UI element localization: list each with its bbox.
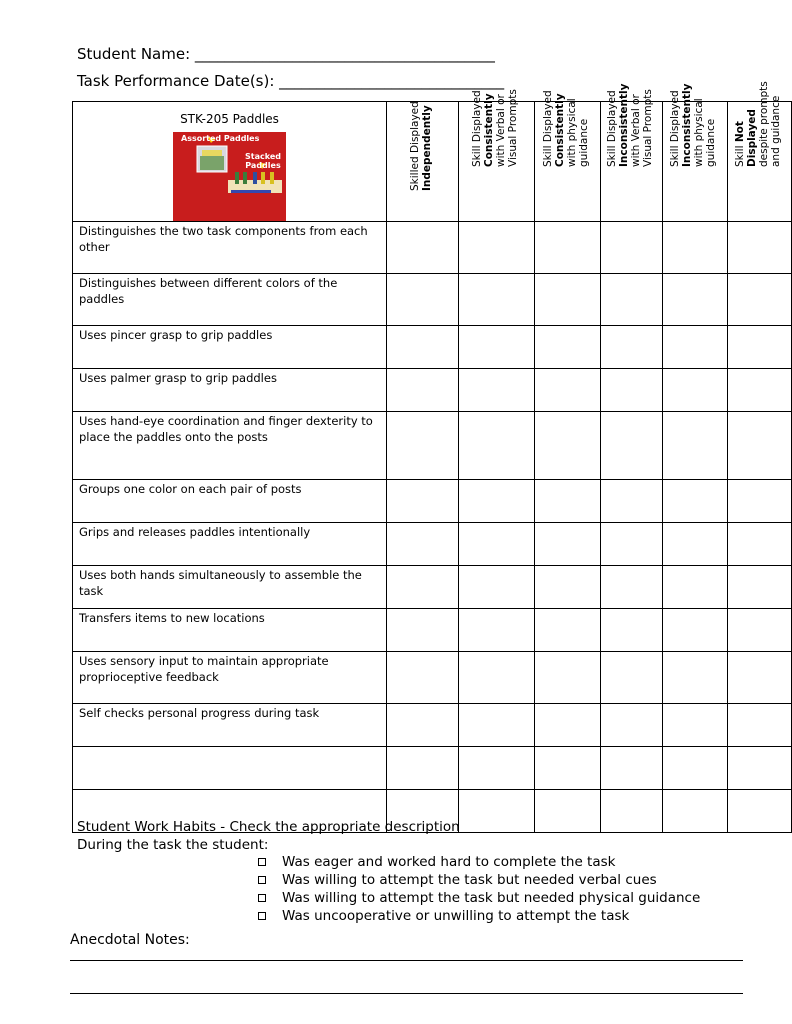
table-row: [73, 222, 792, 274]
col-header-emphasis: Inconsistently: [617, 83, 630, 167]
rating-cell[interactable]: [459, 566, 535, 609]
table-header-row: [73, 102, 792, 222]
rating-cell[interactable]: [387, 609, 459, 652]
rating-cell[interactable]: [535, 222, 601, 274]
habit-option[interactable]: [258, 889, 700, 907]
rating-cell[interactable]: [535, 790, 601, 833]
work-habits-instruction: - Check the appropriate description: [220, 819, 460, 835]
rating-cell[interactable]: [601, 274, 663, 326]
col-header-emphasis: Independently: [420, 105, 433, 191]
anecdotal-notes-label: Anecdotal Notes:: [70, 932, 190, 948]
skill-description: Distinguishes between different colors of the paddles: [73, 274, 387, 326]
rating-cell[interactable]: [387, 326, 459, 369]
rating-cell[interactable]: [663, 222, 728, 274]
col-header-line: Skilled Displayed: [408, 101, 421, 191]
rating-cell[interactable]: [663, 523, 728, 566]
col-header-line: Skill Displayed: [669, 90, 681, 167]
rating-cell[interactable]: [387, 369, 459, 412]
table-row: [73, 566, 792, 609]
rating-cell[interactable]: [728, 412, 792, 480]
rating-cell[interactable]: [663, 566, 728, 609]
rating-cell[interactable]: [728, 480, 792, 523]
rating-cell[interactable]: [387, 412, 459, 480]
rating-cell[interactable]: [459, 704, 535, 747]
rating-cell[interactable]: [728, 790, 792, 833]
rating-cell[interactable]: [663, 412, 728, 480]
rating-cell[interactable]: [728, 609, 792, 652]
rating-cell[interactable]: [663, 480, 728, 523]
rating-cell[interactable]: [387, 523, 459, 566]
rating-cell[interactable]: [728, 369, 792, 412]
rating-cell[interactable]: [535, 704, 601, 747]
col-header-line: with physical: [693, 98, 705, 167]
table-row: [73, 326, 792, 369]
col-header-emphasis: Consistently: [482, 93, 495, 167]
table-row: [73, 704, 792, 747]
rating-cell[interactable]: [663, 609, 728, 652]
rating-cell[interactable]: [601, 609, 663, 652]
col-header-inconsistently-verbal: [601, 83, 663, 222]
col-header-consistently-physical: [535, 90, 601, 222]
rating-cell[interactable]: [459, 609, 535, 652]
col-header-consistently-verbal: [459, 89, 535, 222]
col-header-line: with Verbal or: [629, 94, 642, 167]
rating-cell[interactable]: [663, 326, 728, 369]
rating-cell[interactable]: [459, 747, 535, 790]
notes-line[interactable]: [70, 993, 743, 994]
rating-cell[interactable]: [459, 222, 535, 274]
paddles-illustration: [173, 132, 286, 221]
skill-description: Groups one color on each pair of posts: [73, 480, 387, 523]
work-habits-title: Student Work Habits: [77, 819, 221, 835]
work-habits-heading: [77, 818, 460, 836]
col-header-emphasis: Consistently: [553, 93, 566, 167]
rating-cell[interactable]: [601, 412, 663, 480]
skill-description: Uses sensory input to maintain appropriate proprioceptive feedback: [73, 652, 387, 704]
task-dates-line[interactable]: Task Performance Date(s): ______________________________: [77, 72, 505, 90]
col-header-line: Visual Prompts: [506, 89, 519, 167]
table-row: [73, 523, 792, 566]
rating-cell[interactable]: [459, 480, 535, 523]
habit-option[interactable]: [258, 871, 700, 889]
rating-cell[interactable]: [535, 652, 601, 704]
rating-cell[interactable]: [601, 369, 663, 412]
rating-cell[interactable]: [663, 704, 728, 747]
rating-cell[interactable]: [663, 747, 728, 790]
habit-option-label: Was willing to attempt the task but needed physical guidance: [282, 890, 701, 906]
habit-option-label: Was uncooperative or unwilling to attempt the task: [282, 908, 630, 924]
skills-rows: [73, 222, 792, 833]
rating-cell[interactable]: [728, 274, 792, 326]
rating-cell[interactable]: [728, 222, 792, 274]
habit-option[interactable]: [258, 907, 700, 925]
col-header-inconsistently-physical: [663, 83, 728, 222]
rating-cell[interactable]: [601, 523, 663, 566]
rating-cell[interactable]: [387, 704, 459, 747]
col-header-independently: [387, 102, 459, 222]
rating-cell[interactable]: [535, 566, 601, 609]
photo-label-assorted: Assorted Paddles: [181, 134, 260, 143]
skill-description: Grips and releases paddles intentionally: [73, 523, 387, 566]
habit-option-label: Was eager and worked hard to complete the task: [282, 854, 616, 870]
rating-cell[interactable]: [535, 480, 601, 523]
task-photo: [173, 132, 286, 221]
col-header-line: Skill: [733, 145, 746, 167]
student-name-line[interactable]: Student Name: ________________________________________: [77, 45, 495, 63]
col-header-emphasis: Inconsistently: [681, 83, 693, 167]
rating-cell[interactable]: [535, 609, 601, 652]
task-photo-cell: [73, 102, 387, 222]
rating-cell[interactable]: [728, 523, 792, 566]
rating-cell[interactable]: [601, 222, 663, 274]
rating-cell[interactable]: [387, 566, 459, 609]
rating-cell[interactable]: [387, 747, 459, 790]
rating-cell[interactable]: [728, 652, 792, 704]
table-row: [73, 480, 792, 523]
skill-description: Transfers items to new locations: [73, 609, 387, 652]
rating-cell[interactable]: [601, 652, 663, 704]
work-habits-section: [77, 818, 460, 854]
rating-cell[interactable]: [387, 222, 459, 274]
rating-cell[interactable]: [535, 274, 601, 326]
rating-cell[interactable]: [601, 704, 663, 747]
rating-cell[interactable]: [663, 369, 728, 412]
rating-cell[interactable]: [459, 652, 535, 704]
checkbox[interactable]: [258, 894, 266, 902]
rating-cell[interactable]: [459, 523, 535, 566]
rating-cell[interactable]: [535, 747, 601, 790]
checkbox[interactable]: [258, 912, 266, 920]
table-row: [73, 369, 792, 412]
rating-cell[interactable]: [728, 566, 792, 609]
rating-cell[interactable]: [459, 412, 535, 480]
col-header-line: Visual Prompts: [641, 89, 654, 167]
task-title: STK-205 Paddles: [180, 112, 279, 126]
rating-cell[interactable]: [459, 274, 535, 326]
rating-cell[interactable]: [387, 652, 459, 704]
skill-description: Self checks personal progress during task: [73, 704, 387, 747]
rating-cell[interactable]: [601, 326, 663, 369]
rating-cell[interactable]: [459, 369, 535, 412]
rating-cell[interactable]: [387, 480, 459, 523]
table-row: [73, 652, 792, 704]
rating-cell[interactable]: [535, 412, 601, 480]
rating-cell[interactable]: [663, 652, 728, 704]
rating-cell[interactable]: [728, 747, 792, 790]
rating-cell[interactable]: [663, 790, 728, 833]
rating-cell[interactable]: [387, 274, 459, 326]
col-header-line: guidance: [577, 118, 590, 167]
col-header-line: guidance: [705, 118, 717, 167]
work-habits-intro: During the task the student:: [77, 837, 269, 853]
table-row: [73, 609, 792, 652]
rating-cell[interactable]: [459, 790, 535, 833]
skill-description: Uses hand-eye coordination and finger dexterity to place the paddles onto the posts: [73, 412, 387, 480]
col-header-line: with physical: [565, 98, 578, 167]
col-header-emphasis: Displayed: [745, 109, 758, 167]
table-row: [73, 747, 792, 790]
skill-description: Uses palmer grasp to grip paddles: [73, 369, 387, 412]
col-header-line: and guidance: [769, 95, 782, 167]
col-header-line: with Verbal or: [494, 94, 507, 167]
col-header-line: Skill Displayed: [470, 90, 483, 167]
habit-option[interactable]: [258, 853, 700, 871]
rating-cell[interactable]: [663, 274, 728, 326]
table-row: [73, 274, 792, 326]
skill-description: [73, 747, 387, 790]
rating-cell[interactable]: [601, 566, 663, 609]
col-header-line: Skill Displayed: [605, 90, 618, 167]
rating-cell[interactable]: [535, 326, 601, 369]
habit-option-label: Was willing to attempt the task but needed verbal cues: [282, 872, 657, 888]
notes-line[interactable]: [70, 960, 743, 961]
rating-cell[interactable]: [535, 523, 601, 566]
checkbox[interactable]: [258, 858, 266, 866]
rating-cell[interactable]: [728, 326, 792, 369]
col-header-line: despite prompts: [757, 81, 770, 167]
skill-description: Uses both hands simultaneously to assemble the task: [73, 566, 387, 609]
work-habits-options: [258, 853, 700, 925]
col-header-not-displayed: [728, 81, 792, 222]
rating-cell[interactable]: [459, 326, 535, 369]
rating-cell[interactable]: [601, 790, 663, 833]
table-row: [73, 412, 792, 480]
col-header-line: Skill Displayed: [541, 90, 554, 167]
col-header-emphasis: Not: [733, 121, 746, 143]
rating-cell[interactable]: [601, 747, 663, 790]
rating-cell[interactable]: [728, 704, 792, 747]
skill-description: Uses pincer grasp to grip paddles: [73, 326, 387, 369]
checkbox[interactable]: [258, 876, 266, 884]
skill-description: Distinguishes the two task components from each other: [73, 222, 387, 274]
rating-cell[interactable]: [601, 480, 663, 523]
photo-label-stacked: Stacked Paddles: [245, 152, 281, 170]
rating-cell[interactable]: [535, 369, 601, 412]
